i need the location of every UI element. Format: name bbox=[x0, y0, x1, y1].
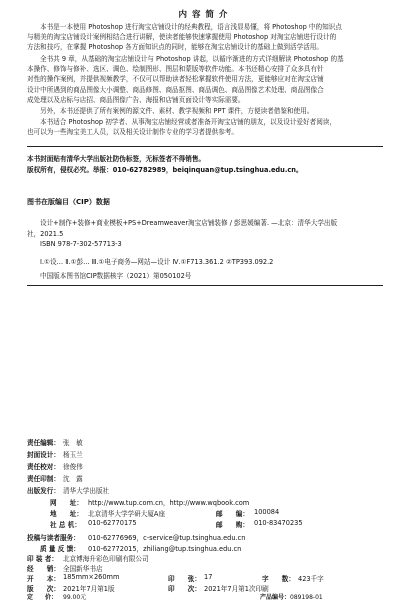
dist-label: 经 销： bbox=[27, 565, 60, 573]
dist-value: 全国新华书店 bbox=[63, 565, 103, 573]
intro-paragraph-4 bbox=[27, 117, 383, 137]
print-value: 沈 露 bbox=[63, 475, 83, 483]
web-value: http://www.tup.com.cn，http://www.wqbook.com bbox=[88, 499, 250, 507]
addr-value: 北京清华大学学研大厦A座 bbox=[88, 510, 166, 518]
tel-label: 社 总 机： bbox=[50, 521, 81, 529]
cover-label: 封面设计： bbox=[27, 451, 60, 459]
code-label: 产品编号： bbox=[260, 594, 291, 601]
cip-heading: 图书在版编目（CIP）数据 bbox=[27, 198, 110, 206]
publisher-label: 出版发行： bbox=[27, 487, 60, 495]
printer-value: 北京博海升彩色印刷有限公司 bbox=[63, 555, 149, 563]
web-label: 网 址： bbox=[50, 499, 83, 507]
edition-value: 2021年7月第1版 bbox=[63, 585, 115, 593]
text-line: 本书适合 Photoshop 初学者、从事淘宝店铺经营或者准备开淘宝店铺的朋友，以及设计爱好者阅读， bbox=[40, 118, 336, 126]
format-value: 185mm×260mm bbox=[63, 573, 120, 581]
text-line: 本操作、修饰与修补、选区、调色、绘制图形、图层和蒙版等软件功能。本书还精心安排了众多具有针 bbox=[27, 65, 324, 74]
zip-value: 100084 bbox=[254, 508, 280, 516]
cover-value: 杨玉兰 bbox=[63, 451, 83, 459]
editor-value: 张 敏 bbox=[63, 439, 83, 447]
words-label: 字 数： bbox=[262, 575, 295, 583]
text-line: 另外，本书还提供了所有案例的源文件、素材、教学视频和 PPT 课件，方便读者借鉴和使用。 bbox=[40, 107, 314, 115]
text-line: 本书是一本使用 Photoshop 进行淘宝店铺设计的经典教程，语言浅显易懂，将 Photoshop 中的知识点 bbox=[40, 23, 342, 31]
cip-classification: Ⅰ.①设… Ⅱ.①彭… Ⅲ.①电子商务—网站—设计 Ⅳ.①F713.361.2 ②TP393.092.2 bbox=[40, 258, 274, 266]
mail-label: 邮 购： bbox=[216, 521, 249, 529]
text-line: 方法和技巧，在掌握 Photoshop 各方面知识点的同时，能够在淘宝店铺设计的基础上做到活学活用。 bbox=[27, 43, 323, 52]
text-line: 设计中所遇到的商品图像大小调整、商品修图、商品抠图、商品调色、商品图像艺术处理、商品图像合 bbox=[27, 85, 324, 94]
cip-line: 设计+制作+装修+商业模板+PS+Dreamweaver淘宝店铺装修 / 彭思媛编著. —北京：清华大学出版 bbox=[40, 219, 338, 227]
service-value: 010-62776969，c-service@tup.tsinghua.edu.cn bbox=[88, 534, 246, 542]
price-label: 定 价： bbox=[27, 594, 58, 601]
impression-label: 印 次： bbox=[168, 585, 201, 593]
divider bbox=[27, 146, 383, 147]
words-value: 423千字 bbox=[298, 575, 324, 583]
price-value: 99.00元 bbox=[63, 594, 87, 601]
intro-paragraph-2 bbox=[27, 54, 383, 105]
publisher-value: 清华大学出版社 bbox=[63, 487, 110, 495]
proof-label: 责任校对： bbox=[27, 463, 60, 471]
proof-value: 徐俊伟 bbox=[63, 463, 83, 471]
mail-value: 010-83470235 bbox=[254, 519, 303, 527]
text-line: 也可以为一些淘宝美工人员，以及相关设计制作专业的学习者提供参考。 bbox=[27, 128, 238, 137]
text-line: 全书共 9 章，从基础的淘宝店铺设计与 Photoshop 讲起，以循序渐进的方式详细解读 Photoshop 的基 bbox=[40, 55, 344, 63]
cip-record: 中国版本图书馆CIP数据核字（2021）第050102号 bbox=[40, 272, 192, 280]
sheets-label: 印 张： bbox=[168, 575, 201, 583]
printer-label: 印 装 者： bbox=[27, 555, 58, 563]
text-line: 对性的操作案例，并提供视频教学，不仅可以帮助读者轻松掌握软件使用方法，更能够应对在淘宝店铺 bbox=[27, 75, 324, 84]
tel-value: 010-62770175 bbox=[88, 519, 137, 527]
edition-label: 版 次： bbox=[27, 585, 60, 593]
text-line: 成处理以及店标与店招、商品图像广告、海报和店铺页面设计等实际需要。 bbox=[27, 95, 245, 104]
sheets-value: 17 bbox=[204, 573, 213, 581]
quality-value: 010-62772015，zhiliang@tup.tsinghua.edu.cn bbox=[88, 545, 242, 553]
text-line: 与精美的淘宝店铺设计案例相结合进行讲解，使读者能够快速掌握使用 Photoshop 对淘宝店铺进行设计的 bbox=[27, 33, 337, 42]
page-title: 内 容 简 介 bbox=[178, 10, 229, 20]
addr-label: 地 址： bbox=[50, 510, 83, 518]
intro-paragraph-1 bbox=[27, 22, 383, 53]
editor-label: 责任编辑： bbox=[27, 439, 60, 447]
zip-label: 邮 编： bbox=[216, 510, 249, 518]
print-label: 责任印制： bbox=[27, 475, 60, 483]
cip-line: 社，2021.5 bbox=[27, 230, 64, 238]
copyright-notice: 版权所有，侵权必究。举报：010-62782989，beiqinquan@tup.tsinghua.edu.cn。 bbox=[27, 166, 303, 174]
quality-label: 质 量 反 馈： bbox=[40, 545, 80, 553]
code-value: 089198-01 bbox=[290, 594, 323, 601]
intro-paragraph-3 bbox=[27, 106, 383, 116]
divider bbox=[27, 285, 383, 286]
service-label: 投稿与读者服务： bbox=[27, 534, 80, 542]
format-label: 开 本： bbox=[27, 575, 60, 583]
impression-value: 2021年7月第1次印刷 bbox=[204, 585, 269, 593]
isbn: ISBN 978-7-302-57713-3 bbox=[40, 240, 122, 248]
anti-counterfeit-notice: 本书封面贴有清华大学出版社防伪标签，无标签者不得销售。 bbox=[27, 155, 206, 163]
